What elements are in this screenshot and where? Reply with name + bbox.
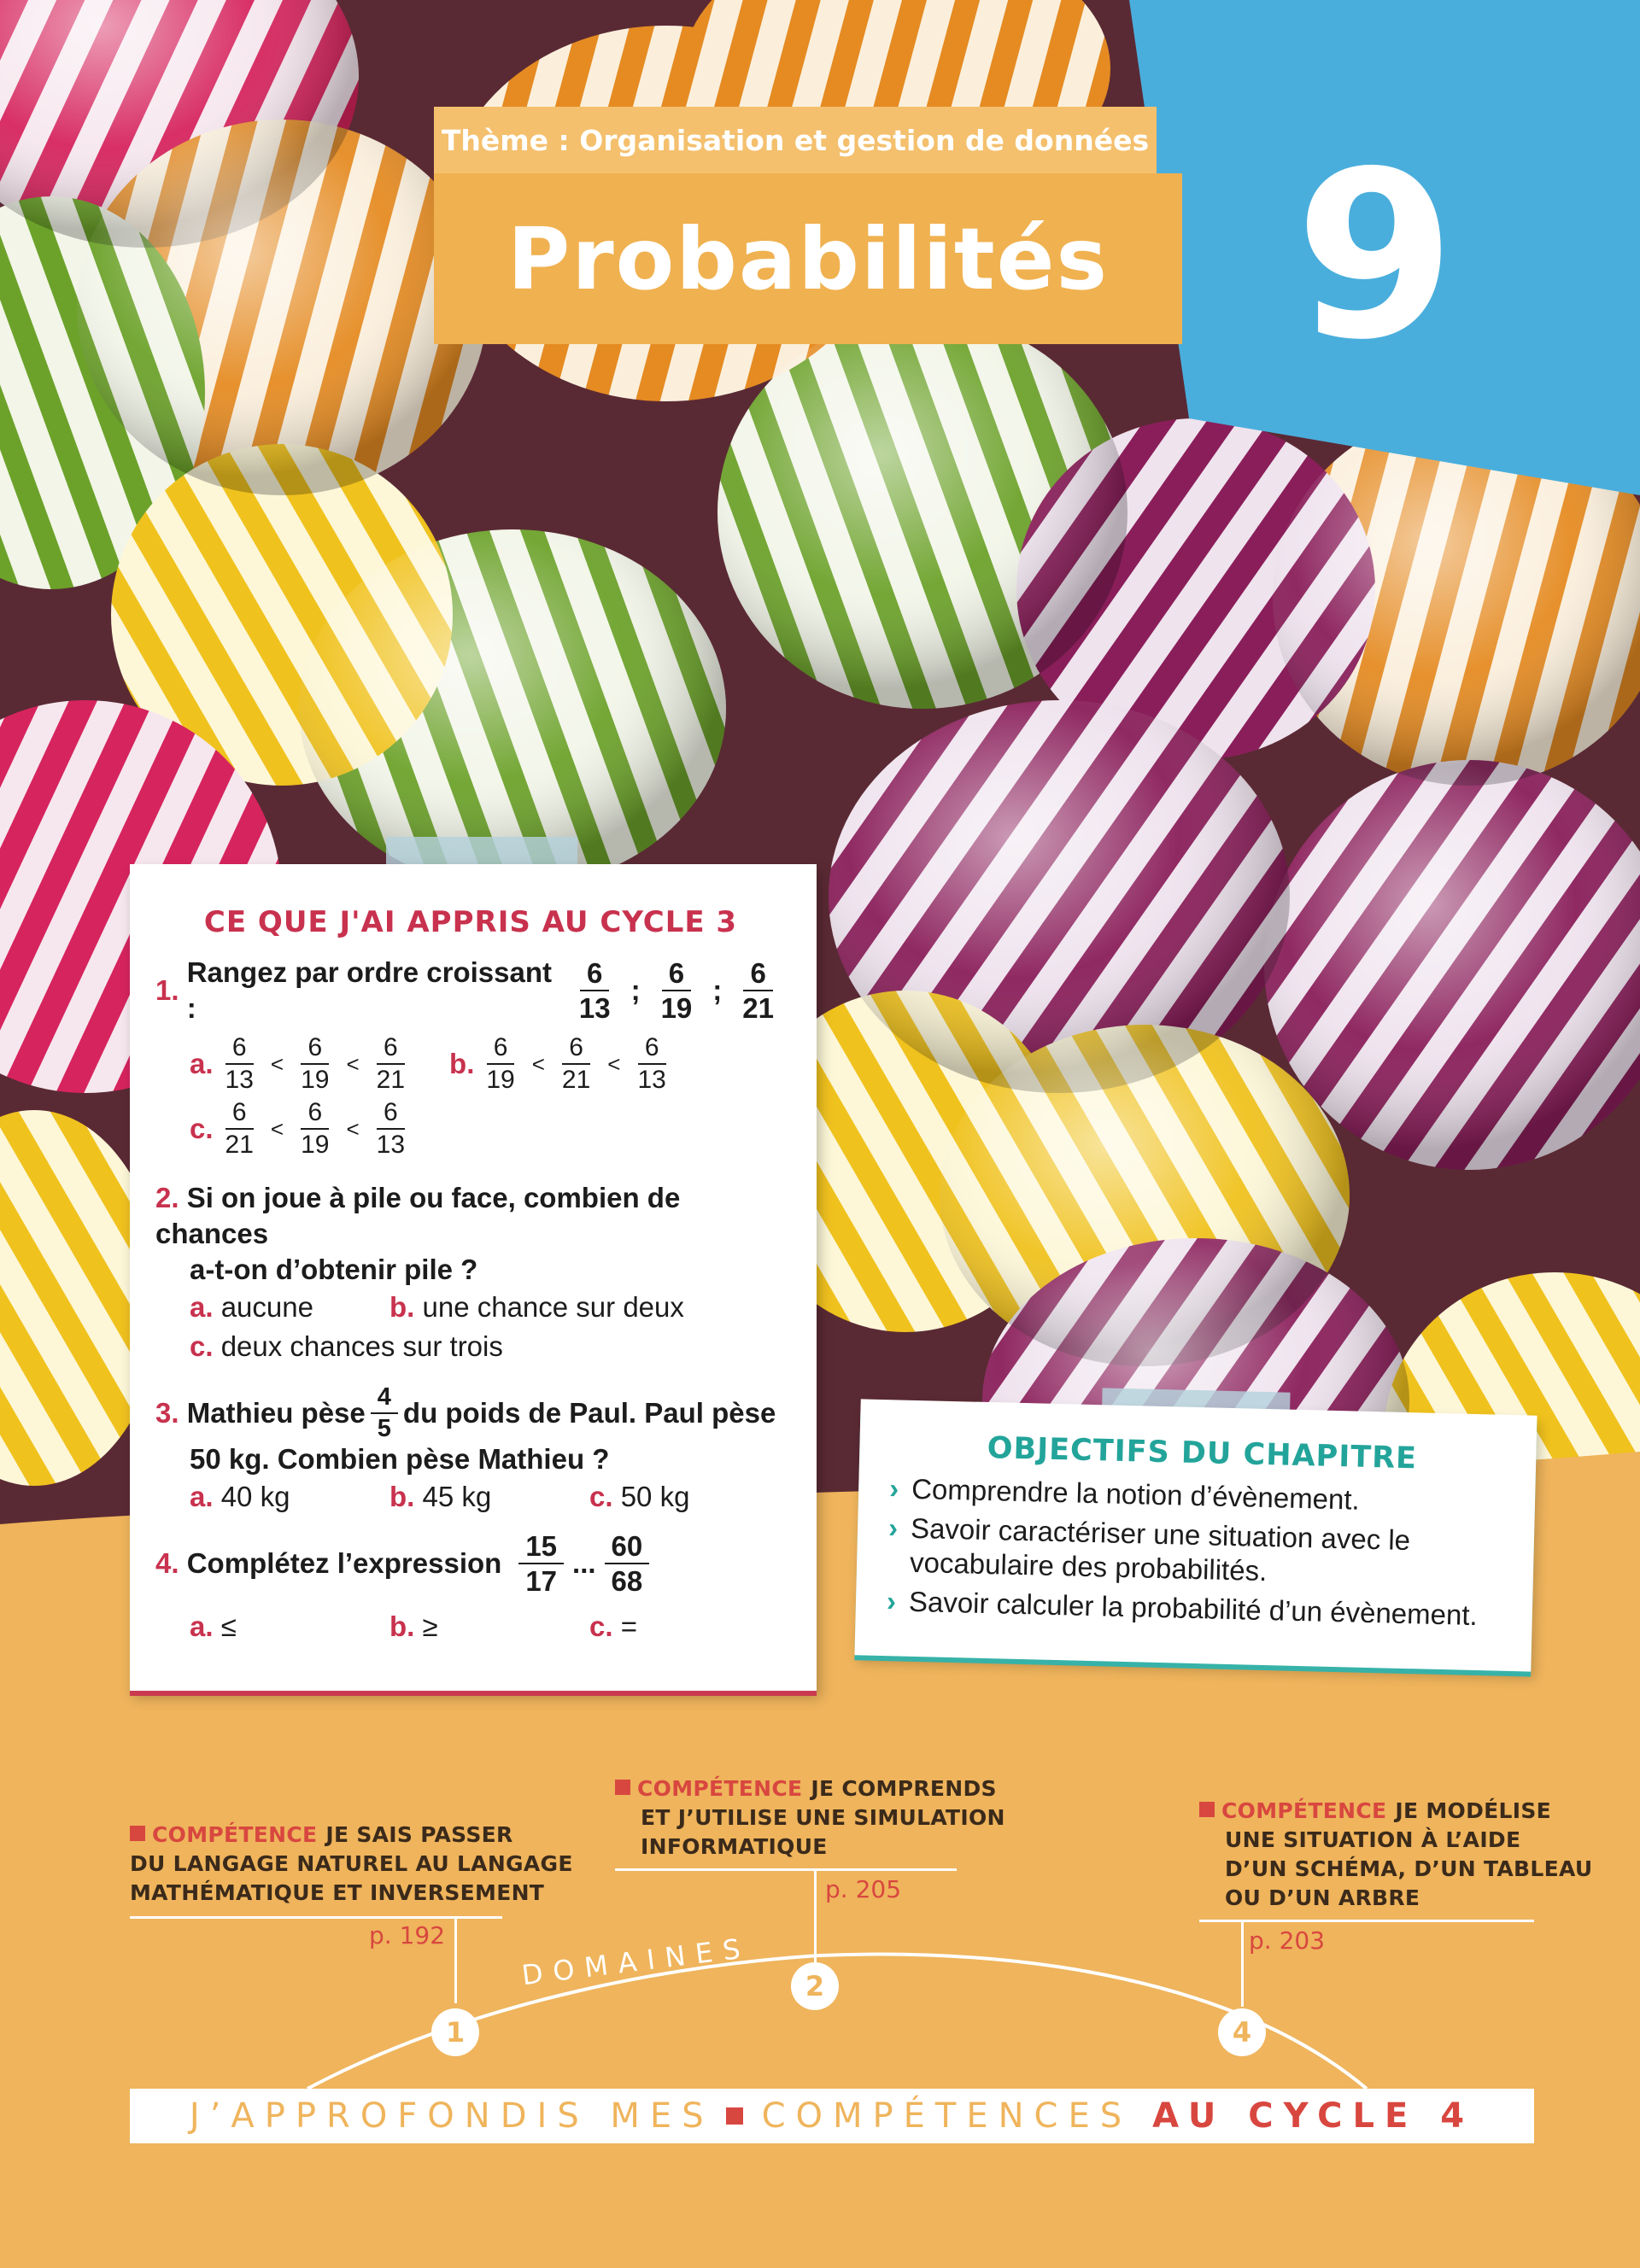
page-ref: p. 203 xyxy=(1249,1926,1326,1955)
chevron-right-icon: › xyxy=(887,1511,899,1544)
competence-4: COMPÉTENCE JE MODÉLISE UNE SITUATION À L’AIDE D’UN SCHÉMA, D’UN TABLEAU OU D’UN ARBRE xyxy=(1199,1797,1593,1913)
square-icon xyxy=(1199,1802,1215,1817)
square-icon xyxy=(130,1826,145,1841)
fraction: $\frac{6}{13}$ xyxy=(578,957,611,1024)
page-title: Probabilités xyxy=(507,208,1109,309)
question-number: 1. xyxy=(155,974,179,1006)
separator: ; xyxy=(712,974,723,1006)
connector-line xyxy=(1241,1921,1244,2007)
question-3-cont: 50 kg. Combien pèse Mathieu ? xyxy=(190,1443,610,1475)
chevron-right-icon: › xyxy=(886,1585,897,1617)
question-4: 4. Complétez l’expression $\frac{15}{17}$ ... $\frac{60}{68}$ xyxy=(155,1532,786,1595)
answer-row: c. deux chances sur trois xyxy=(190,1330,503,1362)
objectives-title: OBJECTIFS DU CHAPITRE xyxy=(987,1431,1418,1476)
answer-label: a. xyxy=(190,1048,214,1079)
question-2-cont: a-t-on d’obtenir pile ? xyxy=(190,1254,478,1285)
objective-item: › Savoir calculer la probabilité d’un évènement. xyxy=(886,1585,1479,1632)
answer-row: a. ≤ b. ≥ c. = xyxy=(190,1610,637,1642)
competence-1: COMPÉTENCE JE SAIS PASSER DU LANGAGE NATUREL AU LANGAGE MATHÉMATIQUE ET INVERSEMENT xyxy=(130,1822,573,1905)
objective-item: › Comprendre la notion d’évènement. xyxy=(888,1472,1361,1516)
answer-row: a. 40 kg b. 45 kg c. 50 kg xyxy=(190,1481,690,1512)
competence-underline xyxy=(615,1868,957,1871)
domain-dot-1: 1 xyxy=(431,2008,479,2056)
page-ref: p. 192 xyxy=(369,1921,446,1949)
separator: ; xyxy=(630,974,641,1006)
page-ref: p. 205 xyxy=(825,1875,902,1903)
cycle3-title: CE QUE J'AI APPRIS AU CYCLE 3 xyxy=(203,905,738,939)
square-icon xyxy=(726,2107,743,2125)
chapter-number: 9 xyxy=(1295,121,1456,390)
competence-underline xyxy=(1199,1920,1534,1922)
connector-line xyxy=(454,1918,457,2003)
domain-dot-2: 2 xyxy=(791,1962,839,2010)
answer-label: c. xyxy=(190,1113,214,1144)
answer-row: a. $\frac{6}{13}$ < $\frac{6}{19}$ < $\frac{6}{21}$ b. $\frac{6}{19}$ < $\frac{6}{21}$ < $\frac{6}{13}$ xyxy=(190,1033,666,1094)
question-3: 3. Mathieu pèse $\frac{4}{5}$ du poids de Paul. Paul pèse xyxy=(155,1383,776,1442)
chevron-right-icon: › xyxy=(888,1472,899,1505)
fraction: $\frac{6}{19}$ xyxy=(660,957,693,1024)
square-icon xyxy=(615,1780,630,1795)
answer-label: b. xyxy=(449,1048,475,1079)
answer-row: a. aucune b. une chance sur deux xyxy=(190,1291,684,1323)
theme-label: Thème : Organisation et gestion de données xyxy=(441,123,1150,157)
competence-2: COMPÉTENCE JE COMPRENDS ET J’UTILISE UNE SIMULATION INFORMATIQUE xyxy=(615,1774,1005,1862)
answer-row: c. $\frac{6}{21}$ < $\frac{6}{19}$ < $\frac{6}{13}$ xyxy=(190,1098,406,1159)
banner-text: COMPÉTENCES xyxy=(761,2096,1133,2136)
connector-line xyxy=(814,1870,817,1964)
banner-text: J’APPROFONDIS MES xyxy=(189,2096,714,2136)
banner-text-strong: AU CYCLE 4 xyxy=(1152,2096,1475,2136)
question-2: 2. Si on joue à pile ou face, combien de chances xyxy=(155,1182,681,1249)
fraction: $\frac{6}{21}$ xyxy=(742,957,774,1024)
competence-underline xyxy=(130,1916,502,1919)
cycle4-banner xyxy=(130,2089,1534,2143)
question-text: Rangez par ordre croissant : xyxy=(186,956,552,1024)
domain-dot-4: 4 xyxy=(1218,2008,1266,2056)
domains-label: DOMAINES xyxy=(519,1931,753,1992)
objective-item: › Savoir caractériser une situation avec le vocabulaire des probabilités. xyxy=(887,1511,1411,1587)
